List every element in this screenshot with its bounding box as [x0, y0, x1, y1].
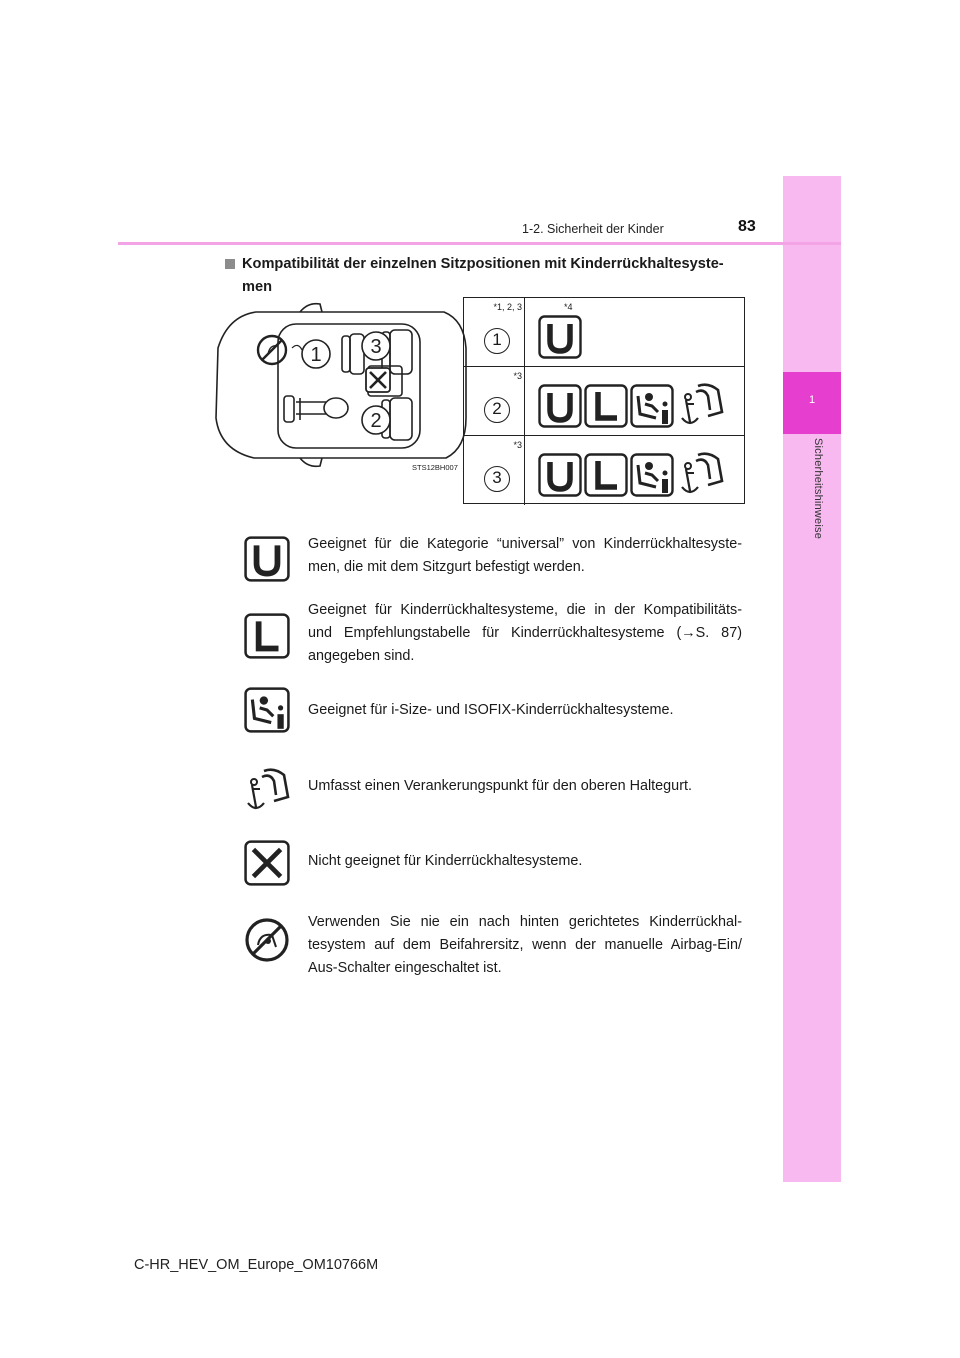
table-row [464, 436, 745, 505]
chapter-sidebar [783, 176, 841, 1182]
seat-number-3: 3 [370, 336, 382, 358]
legend-text: Geeignet für i-Size- und ISOFIX-Kinderrückhaltesysteme. [308, 702, 674, 718]
table-row [464, 367, 745, 436]
section-title: 1-2. Sicherheit der Kinder [522, 222, 664, 236]
cabin-outline [278, 324, 420, 448]
l-list-icon [244, 613, 290, 659]
isofix-seat-icon [630, 384, 674, 428]
legend-text: Umfasst einen Verankerungspunkt für den oberen Haltegurt. [308, 778, 692, 794]
footnote-ref: *4 [564, 302, 573, 312]
legend-text: Verwenden Sie nie ein nach hinten gerichtetes Kinderrückhal-tesystem auf dem Beifahrersitz, wenn der manuelle Airbag-Ein/ Aus-Schalter eingeschaltet ist. [308, 914, 742, 976]
seat-number-1: 1 [310, 344, 322, 366]
u-universal-icon [538, 315, 582, 359]
footnote-ref: *1, 2, 3 [493, 302, 522, 312]
page-number: 83 [738, 218, 756, 235]
heading-bullet-icon [225, 259, 235, 269]
section-heading: Kompatibilität der einzelnen Sitzpositionen mit Kinderrückhaltesyste-men [242, 256, 724, 295]
seat-position-table [463, 297, 745, 504]
header-rule [118, 242, 841, 245]
l-list-icon [584, 384, 628, 428]
top-tether-anchor-icon [678, 451, 726, 497]
seat-position-badge: 2 [484, 397, 510, 423]
u-universal-icon [538, 453, 582, 497]
isofix-seat-icon [244, 687, 290, 733]
car-body-outline [216, 312, 466, 458]
top-tether-anchor-icon [244, 767, 292, 813]
table-row [464, 298, 745, 367]
legend-text: Geeignet für die Kategorie “universal” von Kinderrückhaltesyste-men, die mit dem Sitzgurt befestigt werden. [308, 536, 742, 575]
not-suitable-icon [366, 368, 390, 392]
no-rear-facing-icon [244, 917, 290, 963]
mirror-icon [300, 458, 322, 466]
chapter-title: Sicherheitshinweise [812, 438, 824, 540]
document-code-footer: C-HR_HEV_OM_Europe_OM10766M [134, 1257, 379, 1273]
isofix-seat-icon [630, 453, 674, 497]
chapter-number: 1 [808, 394, 816, 406]
footnote-ref: *3 [513, 440, 522, 450]
car-seat-diagram [208, 298, 470, 470]
figure-code: STS12BH007 [412, 463, 458, 472]
legend-text: Geeignet für Kinderrückhaltesysteme, die in der Kompatibilitäts- und Empfehlungstabelle für Kinderrückhaltesysteme (→S. 87) angegeben sind. [308, 602, 742, 664]
seat-position-badge: 1 [484, 328, 510, 354]
legend-text: Nicht geeignet für Kinderrückhaltesysteme. [308, 853, 583, 869]
seat-position-badge: 3 [484, 466, 510, 492]
l-list-icon [584, 453, 628, 497]
no-rear-facing-icon [258, 336, 286, 364]
footnote-ref: *3 [513, 371, 522, 381]
mirror-icon [300, 304, 322, 312]
top-tether-anchor-icon [678, 382, 726, 428]
seat-number-2: 2 [370, 410, 382, 432]
u-universal-icon [244, 536, 290, 582]
u-universal-icon [538, 384, 582, 428]
not-suitable-icon [244, 840, 290, 886]
